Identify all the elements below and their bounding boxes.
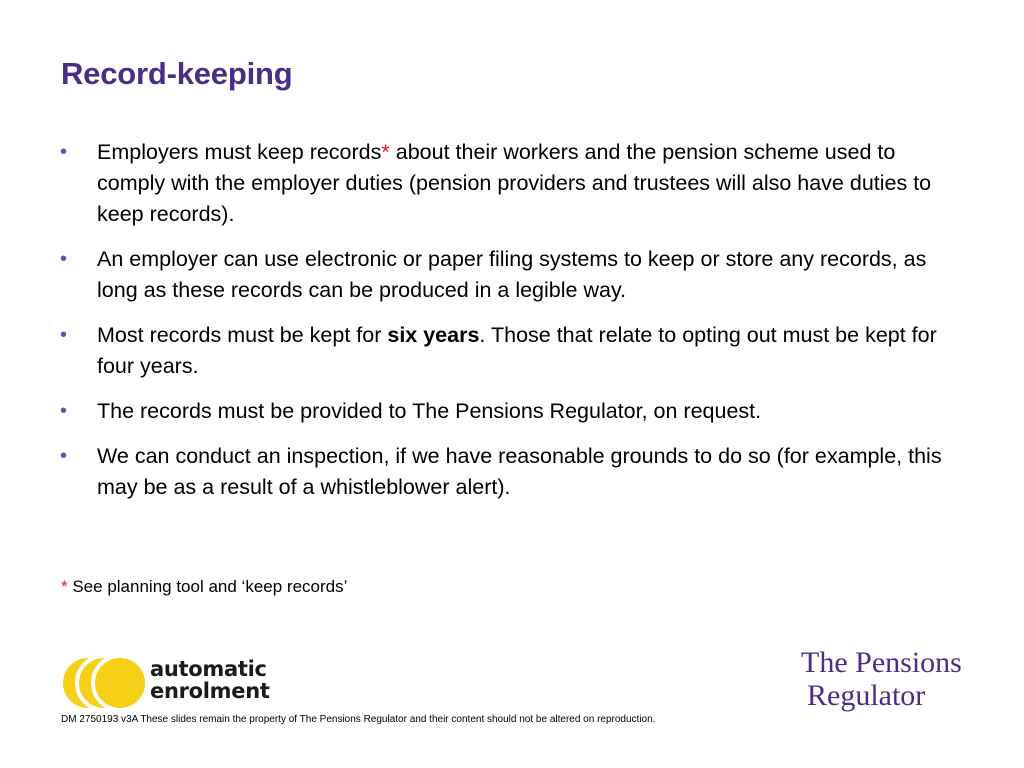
- asterisk-marker: *: [381, 140, 390, 164]
- logo-circle-icon: [93, 656, 147, 710]
- pensions-regulator-logo: [801, 646, 962, 712]
- bullet-list: [60, 137, 960, 517]
- bullet-marker: •: [60, 400, 68, 422]
- bullet-item-records: [60, 137, 960, 230]
- bullet-text: Most records must be kept for: [97, 323, 388, 347]
- bullet-marker: •: [60, 141, 68, 163]
- bullet-text: . Those that relate to opting out must be kept for four years.: [97, 323, 937, 378]
- bullet-text: about their workers and the pension scheme used to comply with the employer duties (pension providers and trustees will also have duties to keep records).: [97, 140, 932, 226]
- footnote-text: See planning tool and ‘keep records’: [67, 577, 348, 596]
- bullet-item-inspection: [60, 441, 960, 503]
- bullet-marker: •: [60, 324, 68, 346]
- automatic-enrolment-wordmark: [150, 658, 270, 702]
- bullet-text: The records must be provided to The Pensions Regulator, on request.: [97, 399, 762, 423]
- wordmark-line: enrolment: [150, 679, 270, 703]
- bullet-text: We can conduct an inspection, if we have reasonable grounds to do so (for example, this may be as a result of a whistleblower alert).: [97, 444, 942, 499]
- bullet-item-retention: [60, 320, 960, 382]
- bullet-bold-text: six years: [387, 323, 480, 347]
- bullet-marker: •: [60, 445, 68, 467]
- footnote-asterisk: *: [61, 577, 68, 596]
- bullet-item-filing: [60, 244, 960, 306]
- logo-line: Regulator: [807, 679, 926, 712]
- bullet-item-regulator: [60, 396, 960, 427]
- logo-line: The Pensions: [801, 646, 962, 679]
- slide-title: Record-keeping: [61, 56, 293, 91]
- bullet-marker: •: [60, 248, 68, 270]
- bullet-text: Employers must keep records: [97, 140, 382, 164]
- footnote: [61, 575, 347, 599]
- footer-disclaimer: DM 2750193 v3A These slides remain the property of The Pensions Regulator and their content should not be altered on reproduction.: [61, 714, 656, 725]
- bullet-text: An employer can use electronic or paper filing systems to keep or store any records, as long as these records can be produced in a legible way.: [97, 247, 927, 302]
- wordmark-line: automatic: [150, 657, 267, 681]
